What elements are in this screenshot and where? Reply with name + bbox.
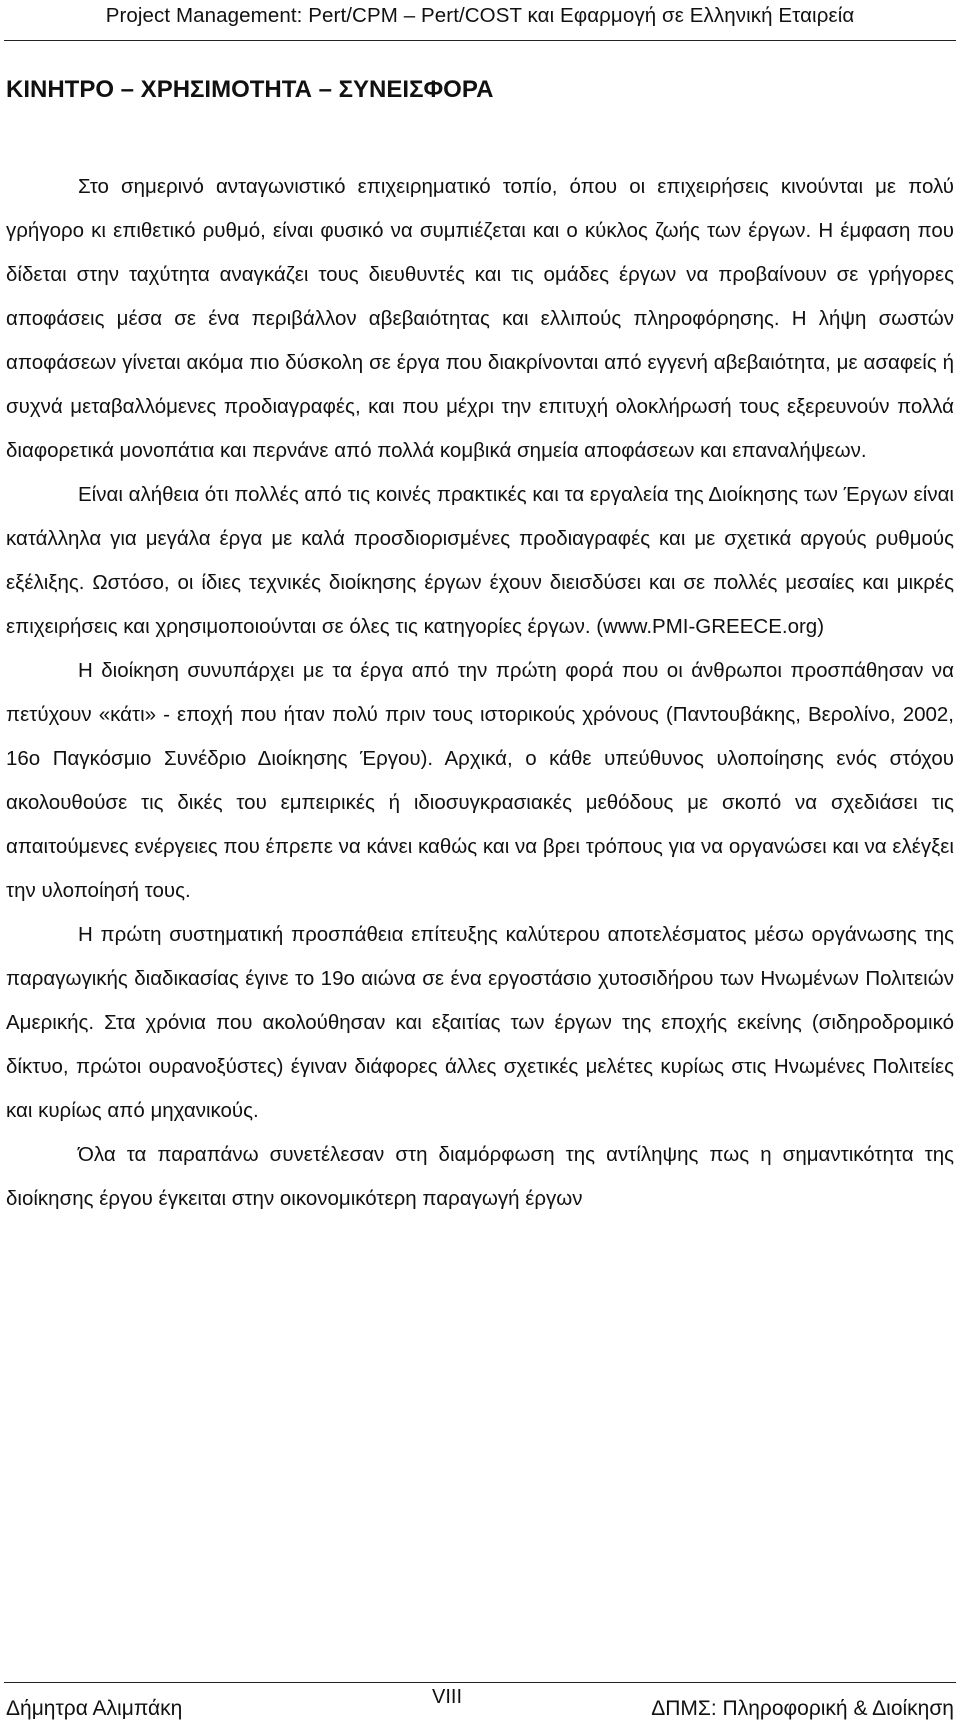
paragraph: Η πρώτη συστηματική προσπάθεια επίτευξης καλύτερου αποτελέσματος μέσω οργάνωσης της παραγωγικής διαδικασίας έγινε το 19ο αιώνα σε ένα εργοστάσιο χυτοσιδήρου των Ηνωμένων Πολιτειών Αμερικής. Στα χρόνια που ακολούθησαν και εξαιτίας των έργων της εποχής εκείνης (σιδηροδρομικό δίκτυο, πρώτοι ουρανοξύστες) έγιναν διάφορες άλλες σχετικές μελέτες κυρίως στις Ηνωμένες Πολιτείες και κυρίως από μηχανικούς. — [6, 923, 954, 1122]
page-number: VIII — [432, 1686, 463, 1708]
body-text — [6, 165, 954, 1221]
paragraph: Η διοίκηση συνυπάρχει με τα έργα από την πρώτη φορά που οι άνθρωποι προσπάθησαν να πετύχουν «κάτι» - εποχή που ήταν πολύ πριν τους ιστορικούς χρόνους (Παντουβάκης, Βερολίνο, 2002, 16ο Παγκόσμιο Συνέδριο Διοίκησης Έργου). Αρχικά, ο κάθε υπεύθυνος υλοποίησης ενός στόχου ακολουθούσε τις δικές του εμπειρικές ή ιδιοσυγκρασιακές μεθόδους με σκοπό να σχεδιάσει τις απαιτούμενες ενέργειες που έπρεπε να κάνει καθώς και να βρει τρόπους για να οργανώσει και να ελέγξει την υλοποίησή τους. — [6, 659, 954, 902]
paragraph: Στο σημερινό ανταγωνιστικό επιχειρηματικό τοπίο, όπου οι επιχειρήσεις κινούνται με πολύ γρήγορο κι επιθετικό ρυθμό, είναι φυσικό να συμπιέζεται και ο κύκλος ζωής των έργων. Η έμφαση που δίδεται στην ταχύτητα αναγκάζει τους διευθυντές και τις ομάδες έργων να προβαίνουν σε γρήγορες αποφάσεις μέσα σε ένα περιβάλλον αβεβαιότητας και ελλιπούς πληροφόρησης. Η λήψη σωστών αποφάσεων γίνεται ακόμα πιο δύσκολη σε έργα που διακρίνονται από εγγενή αβεβαιότητα, με ασαφείς ή συχνά μεταβαλλόμενες προδιαγραφές, και που μέχρι την επιτυχή ολοκλήρωσή τους εξερευνούν πολλά διαφορετικά μονοπάτια και περνάνε από πολλά κομβικά σημεία αποφάσεων και επαναλήψεων. — [6, 175, 954, 462]
header-divider — [4, 40, 956, 41]
footer-divider — [4, 1682, 956, 1683]
footer-program: ΔΠΜΣ: Πληροφορική & Διοίκηση — [651, 1697, 954, 1720]
running-header: Project Management: Pert/CPM – Pert/COST και Εφαρμογή σε Ελληνική Εταιρεία — [105, 4, 855, 27]
section-title: ΚΙΝΗΤΡΟ – ΧΡΗΣΙΜΟΤΗΤΑ – ΣΥΝΕΙΣΦΟΡΑ — [6, 76, 494, 103]
footer-author: Δήμητρα Αλιμπάκη — [6, 1697, 183, 1720]
paragraph: Είναι αλήθεια ότι πολλές από τις κοινές πρακτικές και τα εργαλεία της Διοίκησης των Έργων είναι κατάλληλα για μεγάλα έργα με καλά προσδιορισμένες προδιαγραφές και με σχετικά αργούς ρυθμούς εξέλιξης. Ωστόσο, οι ίδιες τεχνικές διοίκησης έργων έχουν διεισδύσει και σε πολλές μεσαίες και μικρές επιχειρήσεις και χρησιμοποιούνται σε όλες τις κατηγορίες έργων. (www.PMI-GREECE.org) — [6, 483, 954, 638]
paragraph: Όλα τα παραπάνω συνετέλεσαν στη διαμόρφωση της αντίληψης πως η σημαντικότητα της διοίκησης έργου έγκειται στην οικονομικότερη παραγωγή έργων — [6, 1143, 954, 1210]
